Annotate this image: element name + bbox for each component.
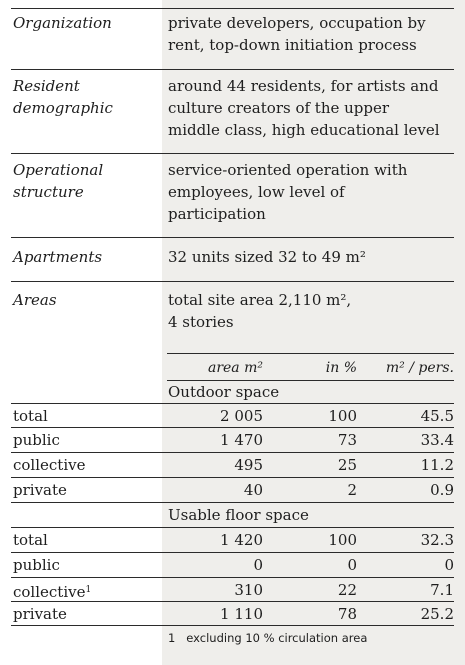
rule xyxy=(11,452,454,453)
footnote-marker: 1 xyxy=(85,585,92,595)
cell-per-person: 11.2 xyxy=(420,456,454,474)
table-header-rule xyxy=(167,353,454,354)
cell-area: 1 420 xyxy=(220,531,263,549)
resident-demographic-value-line: culture creators of the upper xyxy=(168,99,390,117)
cell-percent: 22 xyxy=(337,581,357,599)
operational-structure-label: structure xyxy=(13,183,84,201)
row-label-with-footnote xyxy=(13,580,91,602)
cell-area: 2 005 xyxy=(220,407,263,425)
column-header-per-person: m² / pers. xyxy=(385,360,454,376)
cell-per-person: 0.9 xyxy=(430,481,454,499)
footnote-mark: 1 xyxy=(168,631,176,645)
row-label: private xyxy=(13,481,67,499)
section-title-usable-floor: Usable floor space xyxy=(168,506,309,524)
cell-percent: 0 xyxy=(347,556,357,574)
row-label: total xyxy=(13,531,48,549)
rule xyxy=(11,281,454,282)
apartments-label: Apartments xyxy=(13,248,103,266)
cell-area: 310 xyxy=(234,581,263,599)
organization-value-line: private developers, occupation by xyxy=(168,14,426,32)
cell-area: 40 xyxy=(243,481,263,499)
row-label: total xyxy=(13,407,48,425)
cell-percent: 100 xyxy=(328,531,357,549)
resident-demographic-value-line: middle class, high educational level xyxy=(168,121,440,139)
resident-demographic-value-line: around 44 residents, for artists and xyxy=(168,77,439,95)
rule xyxy=(11,502,454,503)
column-header-percent: in % xyxy=(325,360,357,376)
operational-structure-value-line: employees, low level of xyxy=(168,183,345,201)
section-title-outdoor: Outdoor space xyxy=(168,383,280,401)
rule xyxy=(11,427,454,428)
rule xyxy=(11,552,454,553)
rule xyxy=(11,625,454,626)
areas-value-line: total site area 2,110 m², xyxy=(168,291,352,309)
areas-value-line: 4 stories xyxy=(168,313,234,331)
footnote xyxy=(168,630,367,646)
cell-percent: 73 xyxy=(337,431,357,449)
rule xyxy=(11,153,454,154)
cell-per-person: 32.3 xyxy=(420,531,454,549)
operational-structure-value-line: service-oriented operation with xyxy=(168,161,408,179)
cell-percent: 25 xyxy=(337,456,357,474)
row-label: collective xyxy=(13,456,86,474)
rule xyxy=(167,380,454,381)
row-label: public xyxy=(13,556,60,574)
column-header-area: area m² xyxy=(207,360,263,376)
rule xyxy=(11,403,454,404)
areas-label: Areas xyxy=(13,291,57,309)
cell-area: 1 110 xyxy=(220,605,263,623)
rule xyxy=(11,477,454,478)
cell-percent: 2 xyxy=(347,481,357,499)
apartments-value: 32 units sized 32 to 49 m² xyxy=(168,248,366,266)
row-label: collective xyxy=(13,583,86,601)
cell-per-person: 7.1 xyxy=(430,581,454,599)
cell-percent: 100 xyxy=(328,407,357,425)
cell-area: 1 470 xyxy=(220,431,263,449)
cell-percent: 78 xyxy=(337,605,357,623)
row-label: private xyxy=(13,605,67,623)
cell-area: 495 xyxy=(234,456,263,474)
cell-per-person: 33.4 xyxy=(420,431,454,449)
rule xyxy=(11,237,454,238)
resident-demographic-label: demographic xyxy=(13,99,113,117)
rule-top xyxy=(11,8,454,9)
operational-structure-value-line: participation xyxy=(168,205,266,223)
rule xyxy=(11,69,454,70)
organization-label: Organization xyxy=(13,14,112,32)
operational-structure-label: Operational xyxy=(13,161,104,179)
cell-area: 0 xyxy=(253,556,263,574)
footnote-text: excluding 10 % circulation area xyxy=(186,631,368,645)
organization-value-line: rent, top-down initiation process xyxy=(168,36,417,54)
row-label: public xyxy=(13,431,60,449)
resident-demographic-label: Resident xyxy=(13,77,80,95)
cell-per-person: 25.2 xyxy=(420,605,454,623)
rule xyxy=(11,577,454,578)
cell-per-person: 45.5 xyxy=(420,407,454,425)
cell-per-person: 0 xyxy=(444,556,454,574)
rule xyxy=(11,527,454,528)
